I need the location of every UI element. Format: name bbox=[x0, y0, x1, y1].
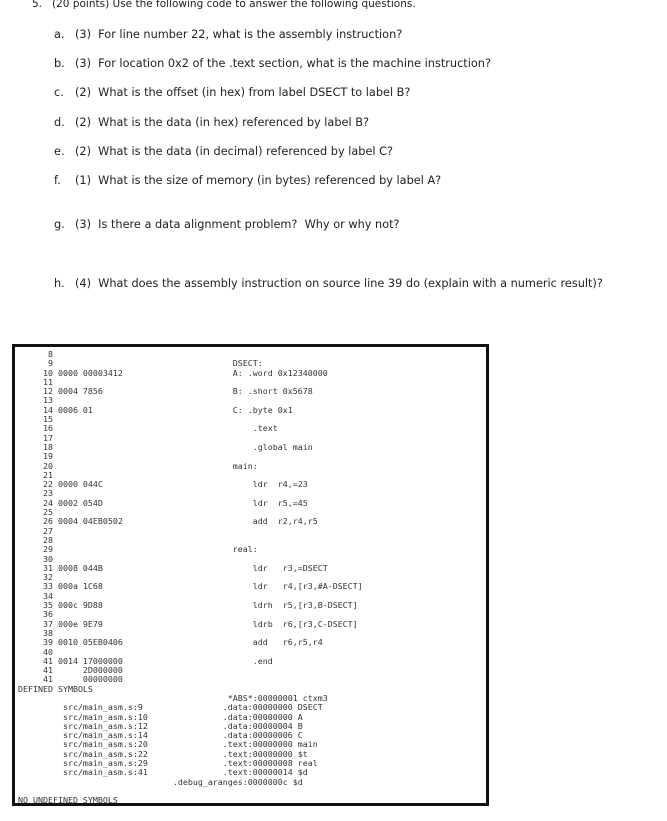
listing-line: 31 0008 044B ldr r3,=DSECT bbox=[18, 562, 328, 573]
listing-line: src/main_asm.s:22 .text:00000000 $t bbox=[18, 748, 308, 759]
listing-line: 40 bbox=[18, 646, 53, 657]
listing-line: 10 0000 00003412 A: .word 0x12340000 bbox=[18, 367, 328, 378]
listing-line: 15 bbox=[18, 414, 53, 425]
question-d bbox=[54, 116, 369, 129]
listing-line: 39 0010 05EB0406 add r6,r5,r4 bbox=[18, 637, 323, 648]
listing-line: src/main_asm.s:14 .data:00000006 C bbox=[18, 730, 303, 741]
question-letter: c. bbox=[54, 86, 64, 99]
listing-text bbox=[15, 347, 486, 806]
listing-line: 17 bbox=[18, 432, 53, 443]
listing-line: 13 bbox=[18, 395, 53, 406]
listing-line: 8 bbox=[18, 349, 53, 359]
listing-line: 11 bbox=[18, 376, 53, 387]
listing-line: src/main_asm.s:12 .data:00000004 B bbox=[18, 720, 303, 731]
listing-line: 41 0014 17000000 .end bbox=[18, 655, 273, 666]
question-text: (3) For line number 22, what is the assembly instruction? bbox=[75, 28, 403, 41]
listing-line: 28 bbox=[18, 534, 53, 545]
listing-line: 35 000c 9D88 ldrh r5,[r3,B-DSECT] bbox=[18, 600, 358, 611]
question-letter: f. bbox=[54, 174, 61, 187]
listing-line: src/main_asm.s:9 .data:00000000 DSECT bbox=[18, 702, 323, 713]
question-text: (2) What is the data (in hex) referenced by label B? bbox=[75, 116, 369, 129]
listing-line: 27 bbox=[18, 525, 53, 536]
question-letter: h. bbox=[54, 277, 65, 290]
listing-line: *ABS*:00000001 ctxm3 bbox=[18, 692, 328, 703]
listing-line: 21 bbox=[18, 469, 53, 480]
listing-line: 19 bbox=[18, 451, 53, 462]
listing-line: 30 bbox=[18, 553, 53, 564]
question-g bbox=[54, 218, 400, 231]
listing-line: 12 0004 7856 B: .short 0x5678 bbox=[18, 386, 313, 397]
question-letter: b. bbox=[54, 57, 65, 70]
listing-line: src/main_asm.s:41 .text:00000014 $d bbox=[18, 767, 308, 778]
assembly-listing bbox=[12, 344, 489, 806]
listing-line: 36 bbox=[18, 609, 53, 620]
question-f bbox=[54, 174, 441, 187]
question-text: (3) For location 0x2 of the .text section, what is the machine instruction? bbox=[75, 57, 491, 70]
question-a bbox=[54, 28, 402, 41]
question-text: (1) What is the size of memory (in bytes) referenced by label A? bbox=[75, 174, 442, 187]
listing-line: 41 2D000000 bbox=[18, 665, 123, 676]
listing-line: src/main_asm.s:10 .data:00000000 A bbox=[18, 711, 303, 722]
listing-line: 18 .global main bbox=[18, 441, 313, 452]
listing-line: 25 bbox=[18, 507, 53, 518]
question-letter: a. bbox=[54, 28, 65, 41]
question-letter: g. bbox=[54, 218, 65, 231]
listing-line: 29 real: bbox=[18, 544, 258, 555]
question-text: (2) What is the data (in decimal) referenced by label C? bbox=[75, 145, 394, 158]
listing-line: 9 DSECT: bbox=[18, 358, 263, 369]
question-text: (3) Is there a data alignment problem? Why or why not? bbox=[75, 218, 400, 231]
listing-line: 32 bbox=[18, 572, 53, 583]
listing-line: 16 .text bbox=[18, 423, 278, 434]
question-letter: e. bbox=[54, 145, 65, 158]
listing-line: src/main_asm.s:29 .text:00000008 real bbox=[18, 758, 318, 769]
question-b bbox=[54, 57, 491, 70]
listing-line: 37 000e 9E79 ldrb r6,[r3,C-DSECT] bbox=[18, 618, 358, 629]
listing-line: 41 00000000 bbox=[18, 674, 123, 685]
listing-line: 20 main: bbox=[18, 460, 258, 471]
listing-line: 26 0004 04EB0502 add r2,r4,r5 bbox=[18, 516, 318, 527]
listing-line: DEFINED SYMBOLS bbox=[18, 683, 93, 694]
question-c bbox=[54, 86, 410, 99]
listing-line: 14 0006 01 C: .byte 0x1 bbox=[18, 404, 293, 415]
listing-line: .debug_aranges:0000000c $d bbox=[18, 776, 303, 787]
listing-line: 33 000a 1C68 ldr r4,[r3,#A-DSECT] bbox=[18, 581, 363, 592]
listing-line: NO UNDEFINED SYMBOLS bbox=[18, 795, 118, 806]
problem-header: 5. (20 points) Use the following code to answer the following questions. bbox=[32, 0, 416, 10]
listing-line: 22 0000 044C ldr r4,=23 bbox=[18, 479, 308, 490]
listing-line: 24 0002 054D ldr r5,=45 bbox=[18, 497, 308, 508]
question-letter: d. bbox=[54, 116, 65, 129]
listing-line: 38 bbox=[18, 627, 53, 638]
listing-line: 23 bbox=[18, 488, 53, 499]
question-text: (2) What is the offset (in hex) from label DSECT to label B? bbox=[75, 86, 411, 99]
question-h bbox=[54, 277, 603, 290]
question-e bbox=[54, 145, 393, 158]
listing-line: 34 bbox=[18, 590, 53, 601]
question-text: (4) What does the assembly instruction on source line 39 do (explain with a numeric result)? bbox=[75, 277, 603, 290]
listing-line: src/main_asm.s:20 .text:00000000 main bbox=[18, 739, 318, 750]
